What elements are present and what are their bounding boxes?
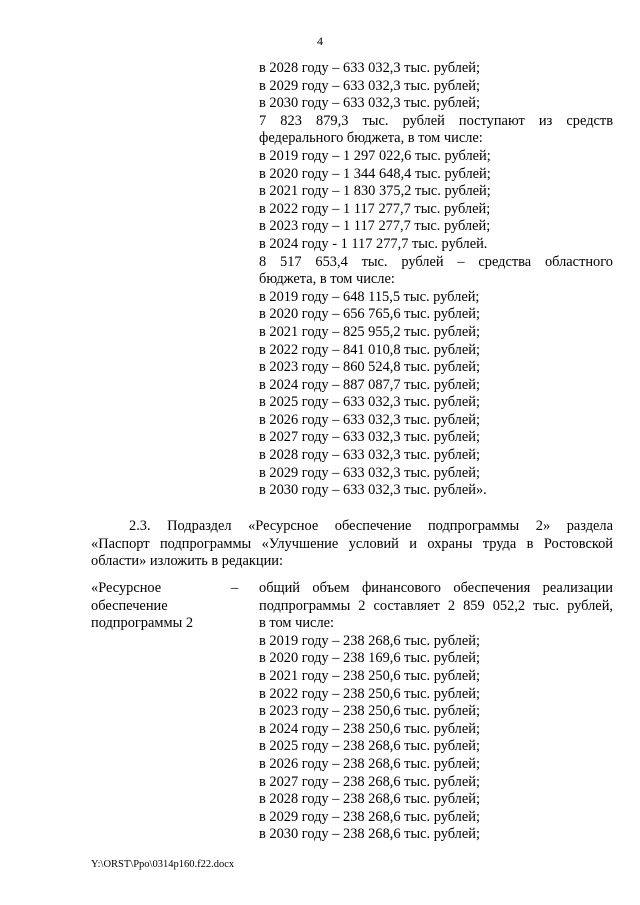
list-item: в 2020 году – 238 169,6 тыс. рублей;	[259, 650, 480, 667]
list-item: в 2029 году – 633 032,3 тыс. рублей;	[259, 464, 480, 481]
list-item: в 2022 году – 238 250,6 тыс. рублей;	[259, 685, 480, 702]
funding-list-top	[259, 60, 613, 500]
paragraph-line: 2.3. Подраздел «Ресурсное обеспечение подпрограммы 2» раздела	[129, 518, 613, 534]
passport-label	[91, 580, 221, 633]
list-item: в 2020 году – 656 765,6 тыс. рублей;	[259, 306, 480, 323]
paragraph-line: области» изложить в редакции:	[91, 553, 283, 570]
footer-file-path: Y:\ORST\Ppo\0314p160.f22.docx	[91, 859, 235, 870]
list-item: бюджета, в том числе:	[259, 271, 395, 288]
value-line: общий объем финансового обеспечения реализации	[259, 580, 613, 596]
list-item: в 2028 году – 633 032,3 тыс. рублей;	[259, 60, 480, 76]
list-item: в 2029 году – 238 268,6 тыс. рублей;	[259, 808, 480, 825]
list-item: федерального бюджета, в том числе:	[259, 130, 483, 147]
list-item: в 2027 году – 633 032,3 тыс. рублей;	[259, 429, 480, 446]
list-item: в 2019 году – 238 268,6 тыс. рублей;	[259, 632, 480, 649]
passport-value	[259, 580, 613, 844]
list-item: в 2021 году – 1 830 375,2 тыс. рублей;	[259, 183, 491, 200]
list-item: 8 517 653,4 тыс. рублей – средства областного	[259, 253, 613, 270]
label-line: обеспечение	[91, 597, 168, 614]
label-line: подпрограммы 2	[91, 615, 194, 632]
list-item: в 2026 году – 238 268,6 тыс. рублей;	[259, 755, 480, 772]
list-item: в 2029 году – 633 032,3 тыс. рублей;	[259, 77, 480, 94]
list-item: в 2023 году – 238 250,6 тыс. рублей;	[259, 703, 480, 720]
list-item: в 2028 году – 238 268,6 тыс. рублей;	[259, 791, 480, 808]
list-item: в 2022 году – 1 117 277,7 тыс. рублей;	[259, 200, 491, 217]
list-item: 7 823 879,3 тыс. рублей поступают из средств	[259, 112, 613, 129]
list-item: в 2021 году – 825 955,2 тыс. рублей;	[259, 323, 480, 340]
list-item: в 2030 году – 633 032,3 тыс. рублей;	[259, 95, 480, 112]
list-item: в 2024 году - 1 117 277,7 тыс. рублей.	[259, 235, 488, 252]
passport-dash: –	[231, 580, 239, 596]
list-item: в 2027 году – 238 268,6 тыс. рублей;	[259, 773, 480, 790]
section-2-3-paragraph	[91, 518, 613, 571]
page-number: 4	[317, 34, 323, 48]
list-item: в 2030 году – 633 032,3 тыс. рублей».	[259, 482, 487, 499]
paragraph-line: «Паспорт подпрограммы «Улучшение условий и охраны труда в Ростовской	[91, 535, 613, 552]
value-line: в том числе:	[259, 615, 335, 632]
list-item: в 2025 году – 238 268,6 тыс. рублей;	[259, 738, 480, 755]
list-item: в 2025 году – 633 032,3 тыс. рублей;	[259, 394, 480, 411]
list-item: в 2026 году – 633 032,3 тыс. рублей;	[259, 411, 480, 428]
list-item: в 2021 году – 238 250,6 тыс. рублей;	[259, 667, 480, 684]
list-item: в 2022 году – 841 010,8 тыс. рублей;	[259, 341, 480, 358]
label-line: «Ресурсное	[91, 580, 162, 596]
list-item: в 2024 году – 887 087,7 тыс. рублей;	[259, 376, 480, 393]
list-item: в 2024 году – 238 250,6 тыс. рублей;	[259, 720, 480, 737]
list-item: в 2028 году – 633 032,3 тыс. рублей;	[259, 447, 480, 464]
list-item: в 2030 году – 238 268,6 тыс. рублей;	[259, 826, 480, 843]
list-item: в 2020 году – 1 344 648,4 тыс. рублей;	[259, 165, 491, 182]
value-line: подпрограммы 2 составляет 2 859 052,2 тыс. рублей,	[259, 597, 613, 614]
list-item: в 2023 году – 860 524,8 тыс. рублей;	[259, 359, 480, 376]
list-item: в 2019 году – 1 297 022,6 тыс. рублей;	[259, 147, 491, 164]
list-item: в 2019 году – 648 115,5 тыс. рублей;	[259, 288, 480, 305]
list-item: в 2023 году – 1 117 277,7 тыс. рублей;	[259, 218, 491, 235]
